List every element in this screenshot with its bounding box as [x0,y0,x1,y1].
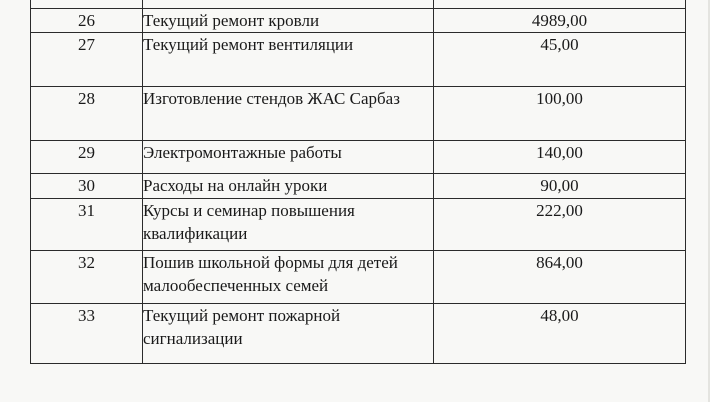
row-number: 32 [31,251,143,304]
row-amount: 45,00 [434,33,686,87]
row-description: Текущий ремонт вентиляции [143,33,434,87]
table-row [31,199,686,251]
row-number: 29 [31,141,143,174]
table-cell [143,0,434,9]
row-description: Курсы и семинар повышения квалификации [143,199,434,251]
row-number: 26 [31,9,143,33]
row-amount: 4989,00 [434,9,686,33]
table-row [31,87,686,141]
row-amount: 864,00 [434,251,686,304]
row-number: 28 [31,87,143,141]
table-row [31,9,686,33]
row-number: 33 [31,304,143,364]
row-amount: 140,00 [434,141,686,174]
expense-table [30,0,686,364]
row-number: 30 [31,174,143,199]
row-description: Текущий ремонт кровли [143,9,434,33]
row-number: 27 [31,33,143,87]
row-amount: 48,00 [434,304,686,364]
row-amount: 100,00 [434,87,686,141]
table-cell [434,0,686,9]
row-description: Электромонтажные работы [143,141,434,174]
row-amount: 222,00 [434,199,686,251]
table-cell [31,0,143,9]
table-row [31,174,686,199]
table-row [31,33,686,87]
row-description: Изготовление стендов ЖАС Сарбаз [143,87,434,141]
table-row [31,251,686,304]
row-description: Пошив школьной формы для детей малообеспеченных семей [143,251,434,304]
table-row-partial [31,0,686,9]
row-amount: 90,00 [434,174,686,199]
row-description: Текущий ремонт пожарной сигнализации [143,304,434,364]
row-number: 31 [31,199,143,251]
table-row [31,304,686,364]
row-description: Расходы на онлайн уроки [143,174,434,199]
table-row [31,141,686,174]
